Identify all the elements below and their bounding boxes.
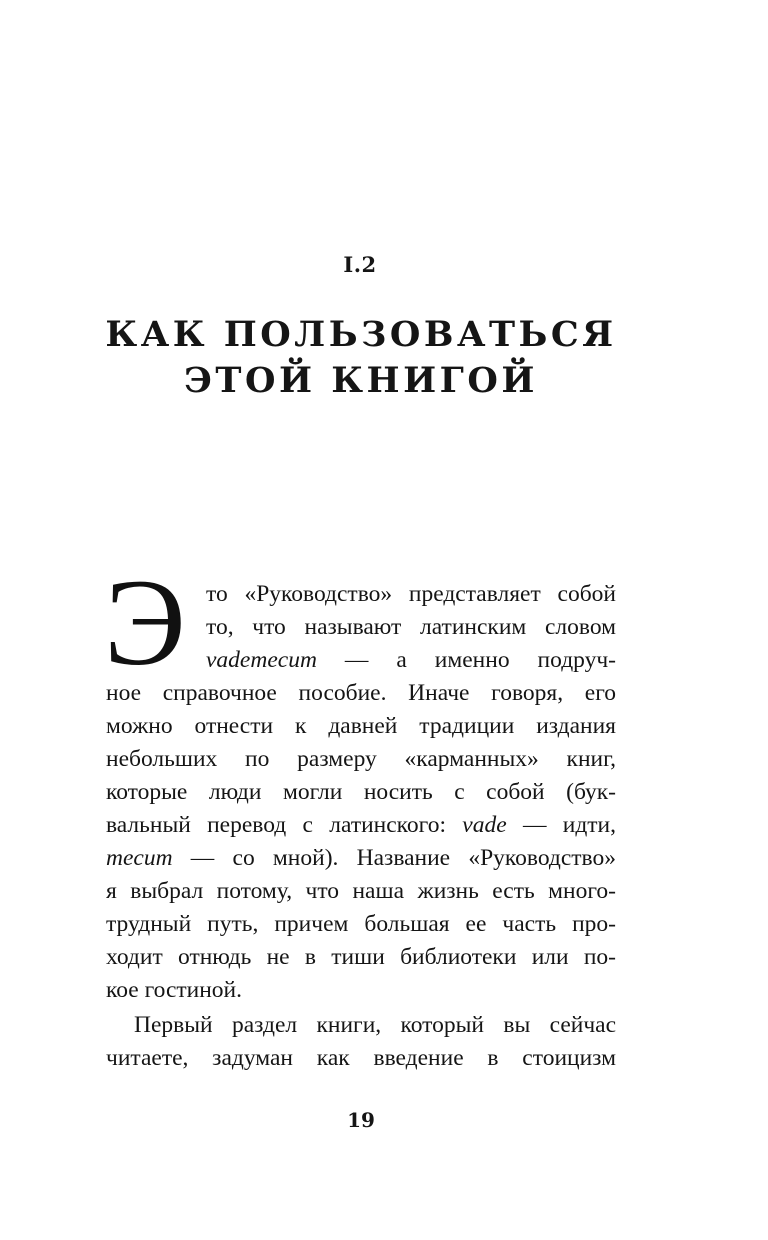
text-line: ное справочное пособие. Иначе говоря, его (106, 680, 616, 706)
text-line: трудный путь, причем большая ее часть про- (106, 911, 616, 937)
body-text (106, 578, 616, 1075)
italic-term: vademecum (206, 647, 317, 673)
chapter-title-line: КАК ПОЛЬЗОВАТЬСЯ (105, 314, 617, 355)
italic-term: vade (462, 812, 507, 838)
text-line: можно отнести к давней традиции издания (106, 713, 616, 739)
text-fragment: — а именно подруч- (316, 647, 616, 673)
text-line (206, 644, 616, 677)
chapter-title (0, 312, 722, 404)
text-line: кое гостиной. (106, 977, 243, 1003)
text-line: Первый раздел книги, который вы сейчас (134, 1012, 616, 1038)
text-line: которые люди могли носить с собой (бук- (106, 779, 616, 805)
italic-term: mecum (106, 845, 173, 871)
text-fragment: вальный перевод с латинского: (106, 812, 463, 838)
text-line: я выбрал потому, что наша жизнь есть много- (106, 878, 616, 904)
chapter-title-line: ЭТОЙ КНИГОЙ (184, 360, 538, 401)
drop-cap: Э (104, 554, 186, 691)
text-fragment: — со мной). Название «Руководство» (172, 845, 616, 871)
chapter-number: I.2 (343, 252, 377, 277)
text-line: небольших по размеру «карманных» книг, (106, 746, 616, 772)
text-fragment: — идти, (506, 812, 616, 838)
text-line: то, что называют латинским словом (206, 614, 616, 640)
text-line: то «Руководство» представляет собой (206, 581, 616, 607)
text-line (106, 809, 616, 842)
page-number: 19 (347, 1108, 375, 1132)
text-line (106, 842, 616, 875)
text-line: ходит отнюдь не в тиши библиотеки или по- (106, 944, 616, 970)
text-line: читаете, задуман как введение в стоицизм (106, 1045, 616, 1071)
